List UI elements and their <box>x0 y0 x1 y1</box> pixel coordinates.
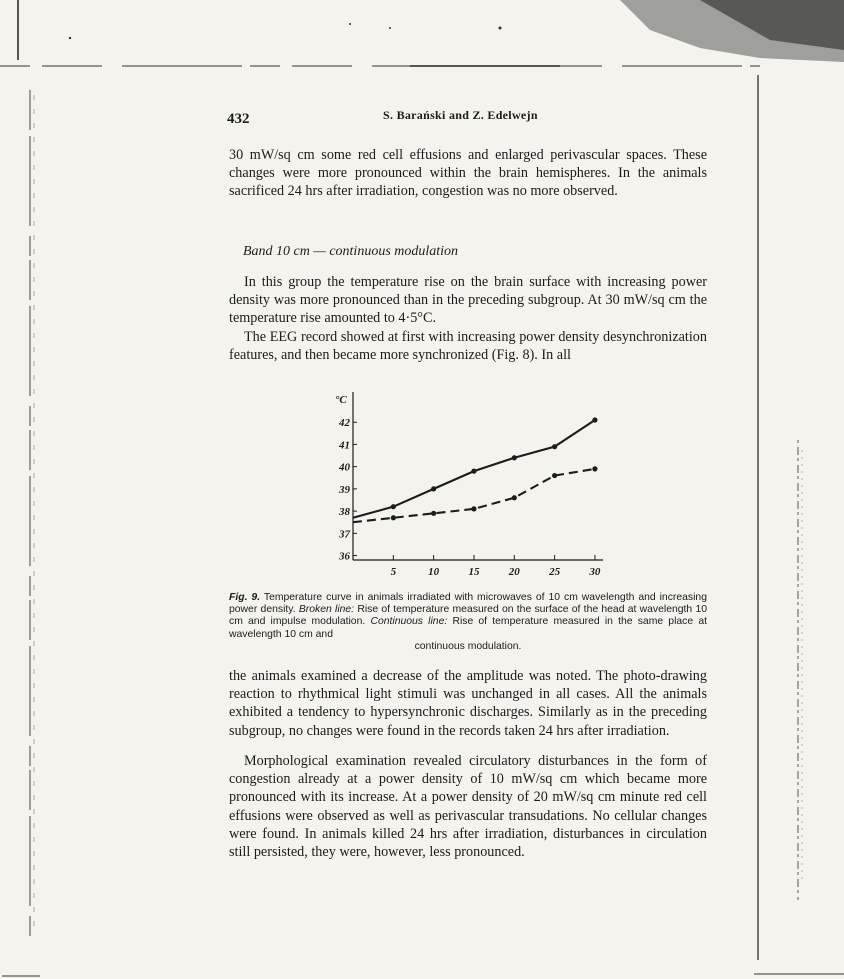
caption-text-3: Rise of temperature measured in the same place at wavelength 10 cm and <box>229 616 707 640</box>
y-tick-label: 41 <box>339 439 350 452</box>
y-tick-label: 40 <box>339 461 350 474</box>
page-number: 432 <box>227 111 250 127</box>
x-tick-label: 20 <box>508 566 520 578</box>
x-tick-label: 25 <box>549 566 561 578</box>
y-tick-label: 37 <box>339 528 350 541</box>
broken-data-point <box>431 511 436 516</box>
broken-data-point <box>592 466 597 471</box>
x-tick-label: 5 <box>390 566 397 578</box>
temperature-chart <box>318 388 618 580</box>
y-tick-label: 36 <box>339 550 350 563</box>
paragraph-1: 30 mW/sq cm some red cell effusions and enlarged perivascular spaces. These changes were more pronounced within the brain hemispheres. In the animals sacrificed 24 hrs after irradiation, congestion was no more observed. <box>229 147 707 200</box>
continuous-data-point <box>512 455 517 460</box>
scan-noise-left <box>0 0 40 979</box>
figure-9-chart <box>318 388 618 580</box>
x-tick-label: 30 <box>589 566 601 578</box>
paragraph-3: The EEG record showed at first with increasing power density desynchronization features, and then became more synchronized (Fig. 8). In all <box>229 329 707 364</box>
caption-text-2: Rise of temperature measured on the surface of the head at wavelength 10 cm and impulse modulation. <box>229 604 708 628</box>
broken-data-point <box>471 506 476 511</box>
broken-data-point <box>391 515 396 520</box>
figure-caption <box>229 592 707 653</box>
caption-continuous-label: Continuous line: <box>370 616 448 628</box>
scan-noise-right <box>754 0 844 979</box>
paragraph-5: Morphological examination revealed circulatory disturbances in the form of congestion already at a power density of 10 mW/sq cm which became more pronounced with its increase. At a power density of 20 mW/sq cm minute red cell effusions were observed as well as perivascular transudations. No cellular changes were found. In animals killed 24 hrs after irradiation, disturbances in circulation still persisted, they were, however, less pronounced. <box>229 753 707 861</box>
continuous-data-point <box>471 469 476 474</box>
running-head: S. Barański and Z. Edelwejn <box>383 108 538 122</box>
series-broken-line <box>353 469 595 522</box>
continuous-data-point <box>431 486 436 491</box>
caption-fig-label: Fig. 9. <box>229 592 261 603</box>
y-axis-unit: °C <box>335 394 347 406</box>
broken-data-point <box>552 473 557 478</box>
paragraph-4: the animals examined a decrease of the amplitude was noted. The photo-drawing reaction to rhythmical light stimuli was unchanged in all cases. All the animals exhibited a tendency to hypersynchronic discharges. Similarly as in the preceding subgroup, no changes were found in the records taken 24 hrs after irradiation. <box>229 668 707 739</box>
caption-text-4: continuous modulation. <box>414 640 522 652</box>
section-heading: Band 10 cm — continuous modulation <box>243 244 459 259</box>
y-tick-label: 42 <box>339 417 350 430</box>
caption-broken-label: Broken line: <box>298 604 355 616</box>
broken-data-point <box>512 495 517 500</box>
continuous-data-point <box>552 444 557 449</box>
y-tick-label: 38 <box>339 506 350 519</box>
continuous-data-point <box>592 417 597 422</box>
caption-text-1: Temperature curve in animals irradiated with microwaves of 10 cm wavelength and increasing power density. <box>229 592 707 616</box>
y-tick-label: 39 <box>339 483 350 496</box>
scan-noise-top <box>0 0 844 70</box>
continuous-data-point <box>391 504 396 509</box>
paragraph-2: In this group the temperature rise on the brain surface with increasing power density was more pronounced than in the preceding subgroup. At 30 mW/sq cm the temperature rise amounted to 4·5°C. <box>229 274 707 327</box>
x-tick-label: 15 <box>468 566 480 578</box>
x-tick-label: 10 <box>428 566 440 578</box>
